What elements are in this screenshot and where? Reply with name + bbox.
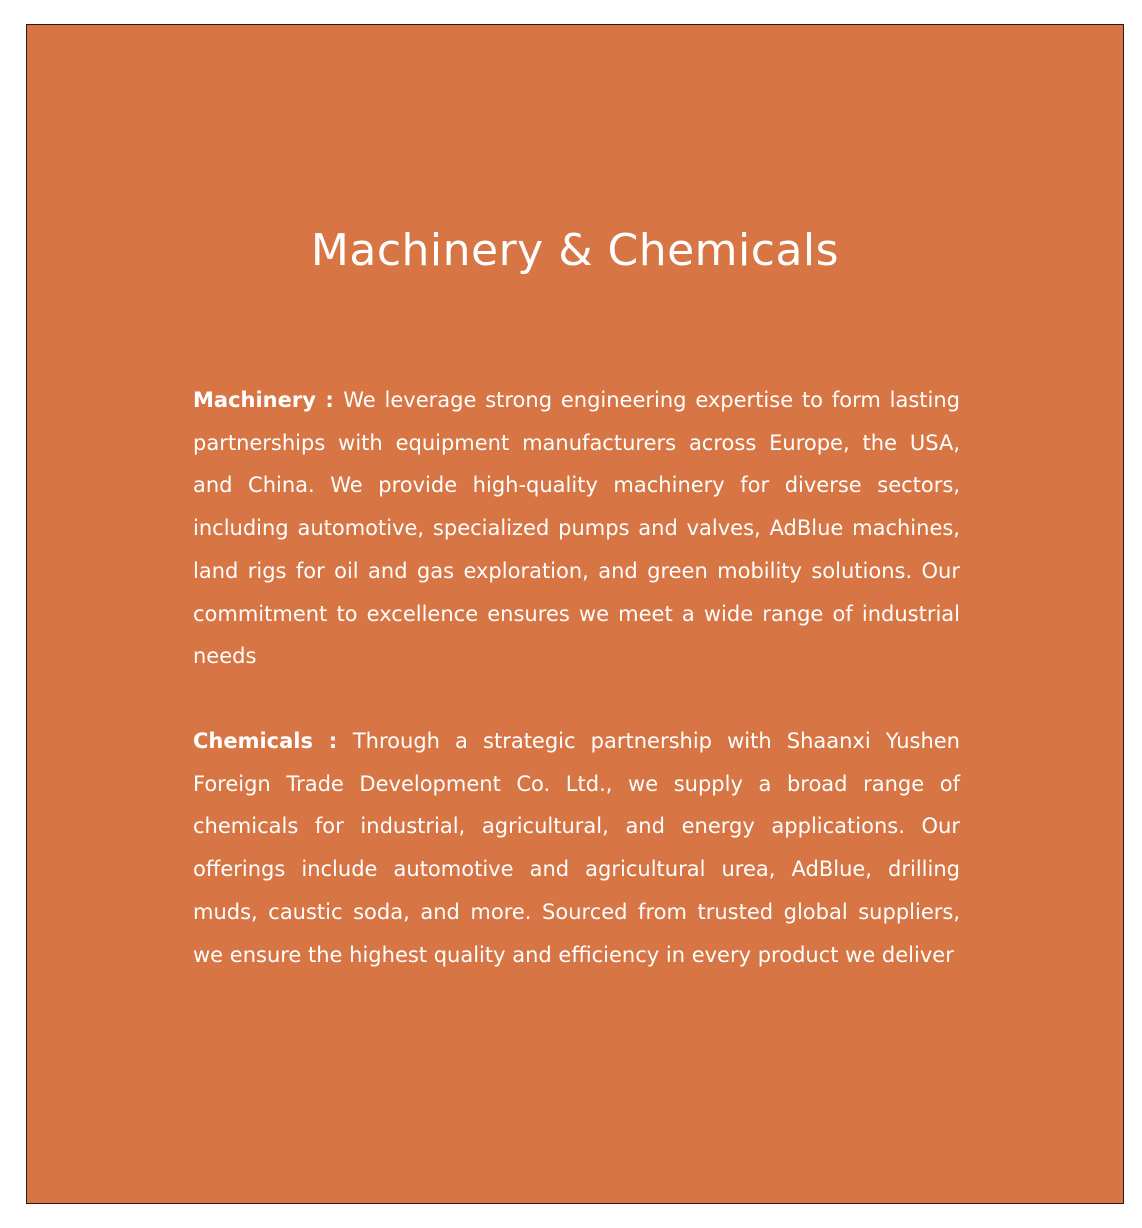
machinery-label: Machinery : bbox=[193, 388, 344, 412]
chemicals-description: Through a strategic partnership with Shaanxi Yushen Foreign Trade Development Co. Ltd., we supply a broad range of chemicals for industrial, agricultural, and energy applications. Our offerings include automotive and agricultural urea, AdBlue, drilling muds, caustic soda, and more. Sourced from trusted global suppliers, we ensure the highest quality and efficiency in every product we deliver bbox=[193, 729, 960, 967]
section-title: Machinery & Chemicals bbox=[310, 225, 840, 276]
machinery-paragraph bbox=[193, 379, 960, 678]
machinery-description: We leverage strong engineering expertise to form lasting partnerships with equipment manufacturers across Europe, the USA, and China. We provide high-quality machinery for diverse sectors, including automotive, specialized pumps and valves, AdBlue machines, land rigs for oil and gas exploration, and green mobility solutions. Our commitment to excellence ensures we meet a wide range of industrial needs bbox=[193, 388, 960, 669]
chemicals-label: Chemicals : bbox=[193, 729, 353, 753]
chemicals-paragraph bbox=[193, 720, 960, 976]
machinery-chemicals-section bbox=[26, 24, 1124, 1204]
